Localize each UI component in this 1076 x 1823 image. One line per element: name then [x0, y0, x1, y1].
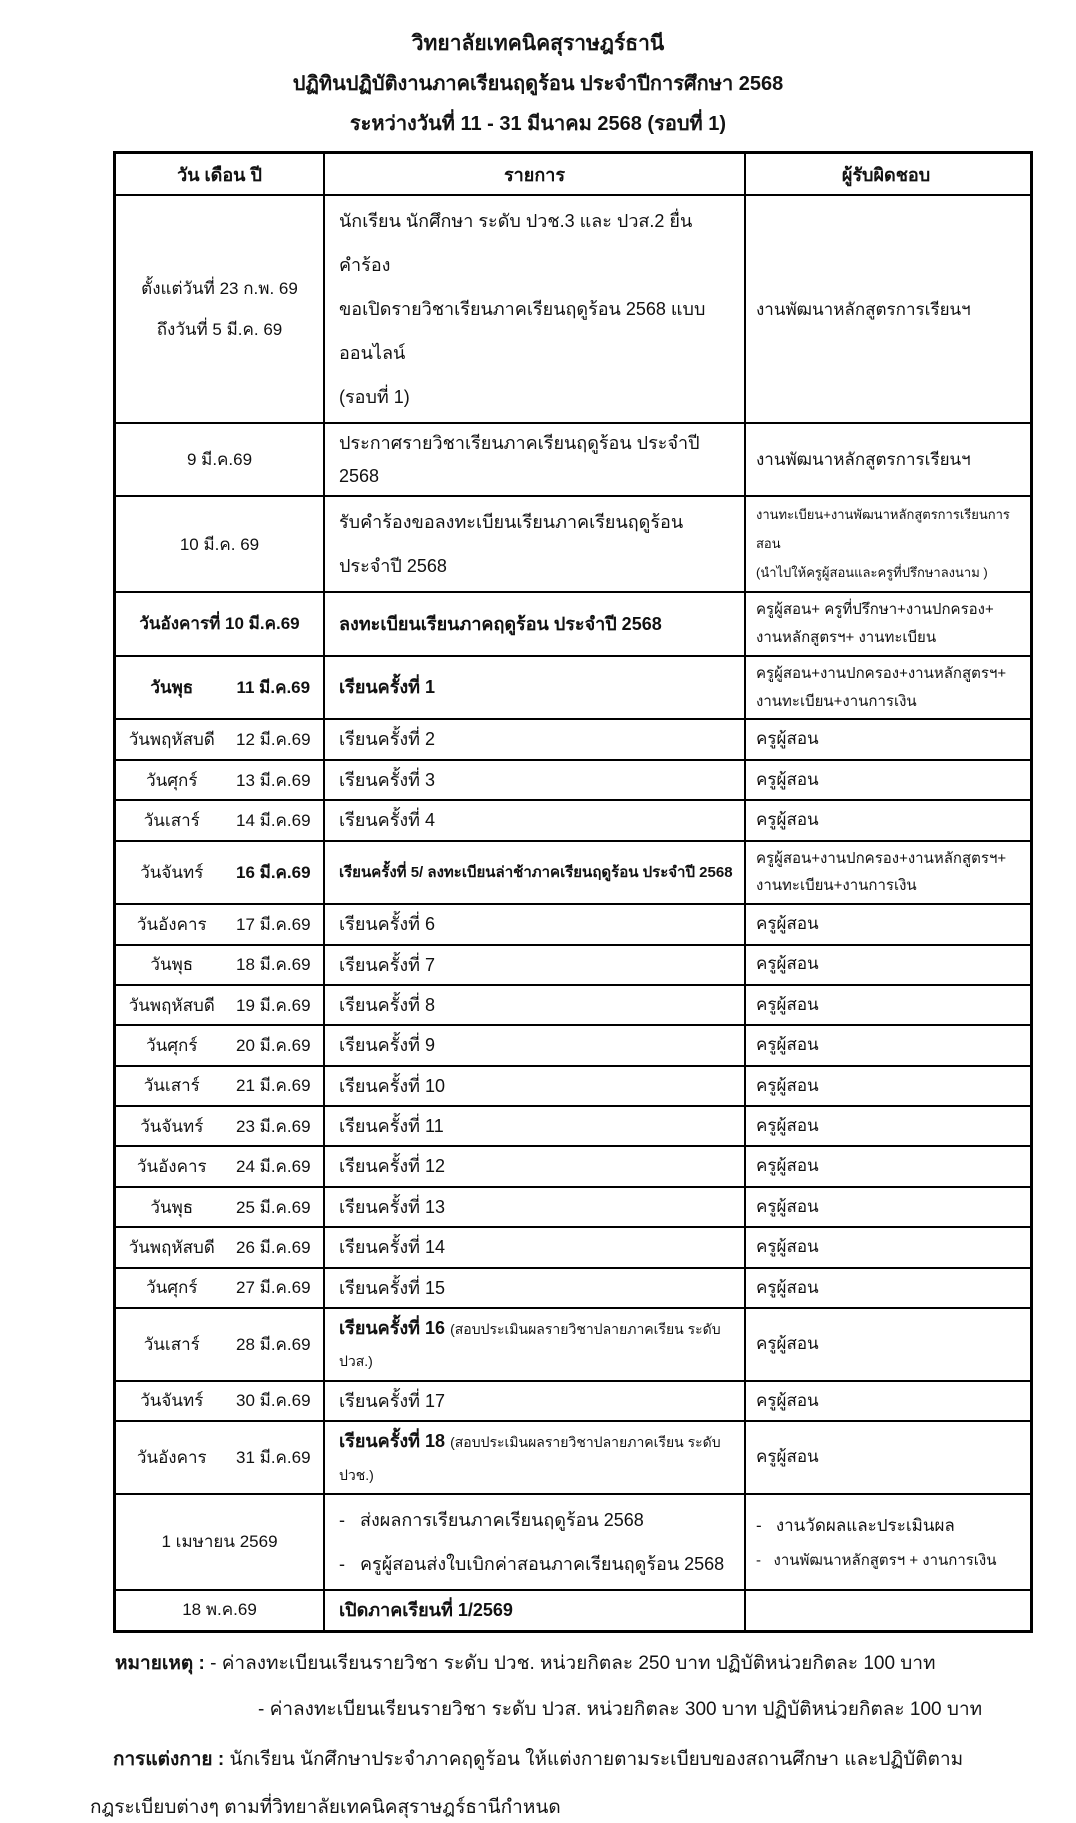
- responsible-cell: [746, 424, 1026, 495]
- item-line: เรียนครั้งที่ 14: [339, 1237, 446, 1258]
- date-cell: [116, 593, 325, 655]
- table-row: [116, 422, 1030, 495]
- date-value: 16 มี.ค.69: [235, 862, 311, 882]
- responsible-cell: [746, 946, 1026, 984]
- item-line: เรียนครั้งที่ 3: [339, 769, 436, 790]
- responsible-cell: [746, 497, 1026, 591]
- item-cell: [325, 1309, 746, 1380]
- table-row: [116, 1226, 1030, 1266]
- item-cell: [325, 1188, 746, 1226]
- table-row: [116, 1420, 1030, 1493]
- table-header-row: [116, 154, 1030, 194]
- item-cell: [325, 196, 746, 422]
- responsible-line: ครูผู้สอน: [756, 1075, 819, 1095]
- item-cell: [325, 986, 746, 1024]
- table-row: [116, 840, 1030, 904]
- date-value: 13 มี.ค.69: [235, 770, 311, 790]
- date-value: 20 มี.ค.69: [235, 1035, 311, 1055]
- table-row: [116, 1024, 1030, 1064]
- table-row: [116, 655, 1030, 719]
- header-responsible-column: ผู้รับผิดชอบ: [841, 164, 931, 185]
- document-title: ปฏิทินปฏิบัติงานภาคเรียนฤดูร้อน ประจำปีการศึกษา 2568: [292, 73, 784, 95]
- item-line: เรียนครั้งที่ 1: [339, 677, 436, 698]
- item-cell: [325, 657, 746, 719]
- table-row: [116, 1267, 1030, 1307]
- note-label-dress: การแต่งกาย :: [113, 1748, 225, 1770]
- table-row: [116, 1186, 1030, 1226]
- day-name: วันเสาร์: [143, 810, 200, 830]
- responsible-cell: [746, 1309, 1026, 1380]
- responsible-cell: [746, 1591, 1026, 1629]
- responsible-cell: [746, 1269, 1026, 1307]
- date-value: 12 มี.ค.69: [235, 730, 311, 750]
- date-line: 10 มี.ค. 69: [179, 534, 260, 554]
- school-name: วิทยาลัยเทคนิคสุราษฎร์ธานี: [411, 32, 665, 55]
- item-line: เปิดภาคเรียนที่ 1/2569: [339, 1600, 513, 1621]
- item-line: ลงทะเบียนเรียนภาคฤดูร้อน ประจำปี 2568: [339, 613, 662, 634]
- note-dress-code: [113, 1745, 1076, 1775]
- note-fees-2: [258, 1695, 1076, 1725]
- table-row: [116, 718, 1030, 758]
- item-cell: [325, 1026, 746, 1064]
- table-row: [116, 1307, 1030, 1380]
- item-cell: [325, 497, 746, 591]
- date-line: ถึงวันที่ 5 มี.ค. 69: [156, 320, 283, 340]
- responsible-cell: [746, 905, 1026, 943]
- date-cell: [116, 497, 325, 591]
- day-name: วันอังคาร: [136, 914, 207, 934]
- responsible-line: ครูผู้สอน: [756, 954, 819, 974]
- table-row: [116, 194, 1030, 422]
- date-cell: [116, 761, 325, 799]
- day-name: วันจันทร์: [140, 1391, 204, 1411]
- responsible-line: ครูผู้สอน+ ครูที่ปรึกษา+งานปกครอง+: [756, 601, 994, 619]
- note-dress-continuation-text: กฎระเบียบต่างๆ ตามที่วิทยาลัยเทคนิคสุราษฎร์ธานีกำหนด: [90, 1796, 561, 1818]
- item-note: (สอบประเมินผลรายวิชาปลายภาคเรียน ระดับ ปวส.): [339, 1321, 725, 1370]
- day-name: วันพฤหัสบดี: [128, 995, 215, 1015]
- item-cell: [325, 801, 746, 839]
- date-value: 18 มี.ค.69: [235, 955, 311, 975]
- table-row: [116, 1380, 1030, 1420]
- item-cell: [325, 946, 746, 984]
- date-line: 9 มี.ค.69: [186, 449, 253, 469]
- responsible-line: - งานวัดผลและประเมินผล: [756, 1515, 955, 1535]
- responsible-line: (นำไปให้ครูผู้สอนและครูที่ปรึกษาลงนาม ): [756, 564, 988, 580]
- item-line: เรียนครั้งที่ 9: [339, 1035, 436, 1056]
- table-row: [116, 1493, 1030, 1589]
- header-item-column: รายการ: [325, 154, 746, 194]
- item-cell: [325, 720, 746, 758]
- date-cell: [116, 720, 325, 758]
- responsible-line: ครูผู้สอน: [756, 914, 819, 933]
- date-cell: [116, 905, 325, 943]
- date-value: 30 มี.ค.69: [235, 1391, 311, 1411]
- table-row: [116, 591, 1030, 655]
- date-cell: [116, 1495, 325, 1589]
- table-row: [116, 984, 1030, 1024]
- item-cell: [325, 1107, 746, 1145]
- responsible-line: ครูผู้สอน: [756, 1237, 819, 1257]
- day-name: วันศุกร์: [146, 770, 198, 790]
- day-name: วันศุกร์: [146, 1035, 198, 1055]
- date-cell: [116, 1269, 325, 1307]
- item-cell: [325, 1269, 746, 1307]
- responsible-cell: [746, 1422, 1026, 1493]
- responsible-cell: [746, 1107, 1026, 1145]
- item-main: เรียนครั้งที่ 18: [339, 1431, 446, 1452]
- item-cell: [325, 1147, 746, 1185]
- note-fees-1-text: - ค่าลงทะเบียนเรียนรายวิชา ระดับ ปวช. หน่วยกิตละ 250 บาท ปฏิบัติหน่วยกิตละ 100 บาท: [210, 1652, 936, 1674]
- item-line: เรียนครั้งที่ 11: [339, 1116, 444, 1137]
- date-line: 1 เมษายน 2569: [161, 1532, 278, 1552]
- responsible-cell: [746, 196, 1026, 422]
- table-row: [116, 903, 1030, 943]
- item-line: (รอบที่ 1): [339, 387, 410, 408]
- item-cell: [325, 1495, 746, 1589]
- item-cell: [325, 593, 746, 655]
- date-cell: [116, 801, 325, 839]
- responsible-line: ครูผู้สอน: [756, 1115, 819, 1135]
- day-name: วันจันทร์: [140, 862, 204, 882]
- responsible-line: ครูผู้สอน: [756, 1447, 819, 1467]
- item-cell: [325, 761, 746, 799]
- responsible-line: งานหลักสูตรฯ+ งานทะเบียน: [756, 629, 937, 647]
- date-cell: [116, 1382, 325, 1420]
- date-cell: [116, 1309, 325, 1380]
- responsible-line: งานทะเบียน+งานการเงิน: [756, 692, 917, 710]
- item-line: เรียนครั้งที่ 6: [339, 914, 436, 935]
- day-name: วันพุธ: [150, 955, 194, 975]
- item-line: รับคำร้องขอลงทะเบียนเรียนภาคเรียนฤดูร้อน: [339, 512, 684, 533]
- responsible-line: ครูผู้สอน: [756, 994, 819, 1014]
- date-cell: [116, 842, 325, 904]
- responsible-line: ครูผู้สอน: [756, 1156, 819, 1176]
- date-value: 24 มี.ค.69: [235, 1157, 311, 1177]
- responsible-cell: [746, 1495, 1026, 1589]
- item-line: เรียนครั้งที่ 7: [339, 954, 436, 975]
- notes-section: [0, 1649, 1076, 1823]
- date-value: 26 มี.ค.69: [235, 1237, 311, 1257]
- responsible-cell: [746, 657, 1026, 719]
- day-name: วันพฤหัสบดี: [128, 730, 215, 750]
- item-line: เรียนครั้งที่ 12: [339, 1156, 446, 1177]
- item-line: เรียนครั้งที่ 10: [339, 1075, 446, 1096]
- item-cell: [325, 842, 746, 904]
- responsible-cell: [746, 593, 1026, 655]
- document-header: [0, 0, 1076, 144]
- table-row: [116, 1589, 1030, 1629]
- item-line: เรียนครั้งที่ 15: [339, 1277, 446, 1298]
- responsible-line: ครูผู้สอน: [756, 729, 819, 749]
- responsible-cell: [746, 801, 1026, 839]
- date-cell: [116, 1228, 325, 1266]
- date-cell: [116, 1591, 325, 1629]
- responsible-cell: [746, 720, 1026, 758]
- table-row: [116, 944, 1030, 984]
- date-line: ตั้งแต่วันที่ 23 ก.พ. 69: [141, 278, 298, 298]
- day-name: วันพฤหัสบดี: [128, 1237, 215, 1257]
- item-line: เรียนครั้งที่ 5/ ลงทะเบียนล่าช้าภาคเรียนฤดูร้อน ประจำปี 2568: [339, 863, 733, 881]
- item-cell: [325, 1228, 746, 1266]
- responsible-cell: [746, 1026, 1026, 1064]
- item-line: เรียนครั้งที่ 8: [339, 994, 436, 1015]
- table-row: [116, 799, 1030, 839]
- date-line: 18 พ.ค.69: [182, 1600, 257, 1620]
- responsible-line: งานทะเบียน+งานการเงิน: [756, 877, 917, 895]
- item-line: เรียนครั้งที่ 2: [339, 729, 436, 750]
- item-line: ประจำปี 2568: [339, 556, 447, 577]
- item-line: - ครูผู้สอนส่งใบเบิกค่าสอนภาคเรียนฤดูร้อน 2568: [339, 1554, 725, 1575]
- item-cell: [325, 1067, 746, 1105]
- responsible-line: ครูผู้สอน+งานปกครอง+งานหลักสูตรฯ+: [756, 849, 1007, 867]
- date-cell: [116, 986, 325, 1024]
- responsible-line: ครูผู้สอน: [756, 769, 819, 789]
- date-cell: [116, 1422, 325, 1493]
- item-main: เรียนครั้งที่ 16: [339, 1318, 446, 1339]
- date-cell: [116, 1026, 325, 1064]
- responsible-line: - งานพัฒนาหลักสูตรฯ + งานการเงิน: [756, 1552, 997, 1570]
- item-cell: [325, 1422, 746, 1493]
- item-cell: [325, 1382, 746, 1420]
- date-range-title: ระหว่างวันที่ 11 - 31 มีนาคม 2568 (รอบที่ 1): [349, 113, 727, 135]
- responsible-line: งานทะเบียน+งานพัฒนาหลักสูตรการเรียนการสอน: [756, 507, 1010, 552]
- responsible-cell: [746, 1147, 1026, 1185]
- table-row: [116, 759, 1030, 799]
- responsible-line: ครูผู้สอน: [756, 810, 819, 830]
- day-name: วันพุธ: [150, 1197, 194, 1217]
- date-value: 31 มี.ค.69: [235, 1448, 311, 1468]
- table-row: [116, 1065, 1030, 1105]
- date-value: 27 มี.ค.69: [235, 1278, 311, 1298]
- header-date-column: วัน เดือน ปี: [116, 154, 325, 194]
- day-name: วันอังคาร: [136, 1157, 207, 1177]
- responsible-line: ครูผู้สอน: [756, 1196, 819, 1216]
- day-name: วันอังคาร: [136, 1448, 207, 1468]
- item-line: ขอเปิดรายวิชาเรียนภาคเรียนฤดูร้อน 2568 แบบออนไลน์: [339, 299, 706, 364]
- item-line: นักเรียน นักศึกษา ระดับ ปวช.3 และ ปวส.2 ยื่นคำร้อง: [339, 211, 693, 276]
- date-cell: [116, 424, 325, 495]
- item-cell: [325, 424, 746, 495]
- item-line: เรียนครั้งที่ 13: [339, 1196, 446, 1217]
- date-value: 21 มี.ค.69: [235, 1076, 311, 1096]
- date-cell: [116, 1067, 325, 1105]
- item-line: เรียนครั้งที่ 4: [339, 810, 436, 831]
- item-line: - ส่งผลการเรียนภาคเรียนฤดูร้อน 2568: [339, 1509, 644, 1530]
- responsible-line: ครูผู้สอน+งานปกครอง+งานหลักสูตรฯ+: [756, 664, 1007, 682]
- day-name: วันเสาร์: [143, 1334, 200, 1354]
- responsible-cell: [746, 1228, 1026, 1266]
- responsible-cell: [746, 1382, 1026, 1420]
- date-cell: [116, 1147, 325, 1185]
- note-label-remark: หมายเหตุ :: [115, 1652, 205, 1674]
- responsible-line: ครูผู้สอน: [756, 1390, 819, 1410]
- note-fees-2-text: - ค่าลงทะเบียนเรียนรายวิชา ระดับ ปวส. หน่วยกิตละ 300 บาท ปฏิบัติหน่วยกิตละ 100 บาท: [258, 1698, 983, 1720]
- responsible-cell: [746, 1188, 1026, 1226]
- day-name: วันเสาร์: [143, 1076, 200, 1096]
- responsible-line: ครูผู้สอน: [756, 1334, 819, 1354]
- item-line: ประกาศรายวิชาเรียนภาคเรียนฤดูร้อน ประจำปี 2568: [339, 433, 705, 486]
- responsible-cell: [746, 1067, 1026, 1105]
- date-value: 28 มี.ค.69: [235, 1334, 311, 1354]
- responsible-cell: [746, 761, 1026, 799]
- note-dress-text: นักเรียน นักศึกษาประจำภาคฤดูร้อน ให้แต่งกายตามระเบียบของสถานศึกษา และปฏิบัติตาม: [229, 1748, 964, 1770]
- date-cell: [116, 1107, 325, 1145]
- calendar-table: [113, 151, 1033, 1633]
- date-cell: [116, 657, 325, 719]
- date-cell: [116, 1188, 325, 1226]
- item-note: (สอบประเมินผลรายวิชาปลายภาคเรียน ระดับ ปวช.): [339, 1434, 725, 1483]
- date-cell: [116, 946, 325, 984]
- note-fees-1: [115, 1649, 1076, 1679]
- date-value: 14 มี.ค.69: [235, 810, 311, 830]
- date-line: วันอังคารที่ 10 มี.ค.69: [139, 613, 300, 633]
- responsible-line: งานพัฒนาหลักสูตรการเรียนฯ: [756, 449, 971, 469]
- day-name: วันศุกร์: [146, 1278, 198, 1298]
- table-row: [116, 1145, 1030, 1185]
- table-row: [116, 1105, 1030, 1145]
- table-row: [116, 495, 1030, 591]
- date-value: 25 มี.ค.69: [235, 1197, 311, 1217]
- date-value: 17 มี.ค.69: [235, 914, 311, 934]
- date-value: 23 มี.ค.69: [235, 1116, 311, 1136]
- responsible-line: งานพัฒนาหลักสูตรการเรียนฯ: [756, 299, 971, 319]
- item-cell: [325, 905, 746, 943]
- responsible-line: ครูผู้สอน: [756, 1277, 819, 1297]
- responsible-cell: [746, 842, 1026, 904]
- item-cell: [325, 1591, 746, 1629]
- date-cell: [116, 196, 325, 422]
- day-name: วันพุธ: [150, 678, 194, 698]
- date-value: 19 มี.ค.69: [235, 995, 311, 1015]
- date-value: 11 มี.ค.69: [236, 678, 311, 698]
- responsible-line: ครูผู้สอน: [756, 1035, 819, 1055]
- item-line: เรียนครั้งที่ 17: [339, 1390, 446, 1411]
- responsible-cell: [746, 986, 1026, 1024]
- note-dress-continuation: [90, 1793, 1076, 1823]
- day-name: วันจันทร์: [140, 1116, 204, 1136]
